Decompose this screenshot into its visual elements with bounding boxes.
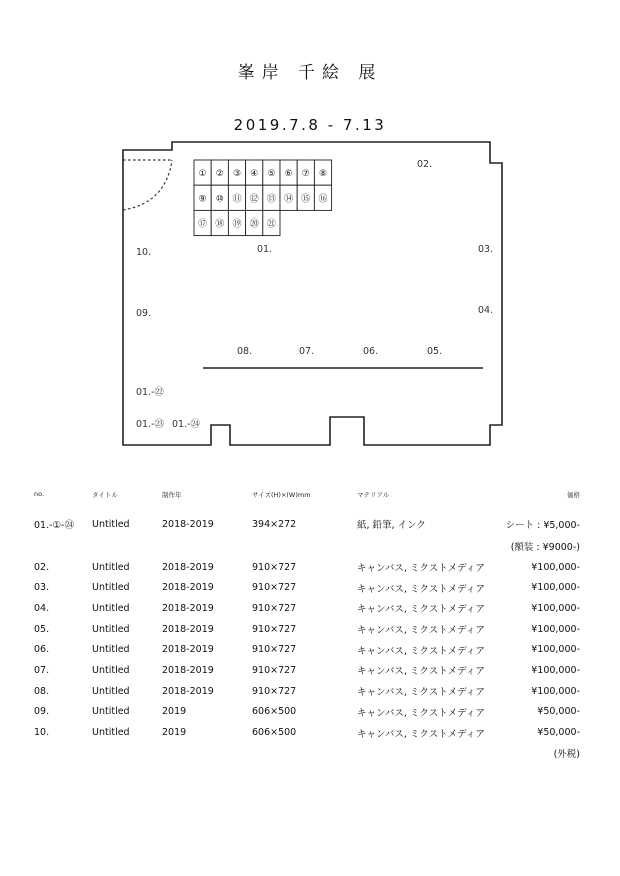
cell-size: 394×272 <box>252 518 297 530</box>
wall-label-07: 07. <box>299 346 315 357</box>
table-row <box>34 557 580 578</box>
cell-material: キャンバス, ミクストメディア <box>357 583 485 595</box>
wall-label-08: 08. <box>237 346 253 357</box>
cell-title: Untitled <box>92 644 130 656</box>
cell-title: Untitled <box>92 685 130 697</box>
framed-work-number: ⑪ <box>232 194 242 205</box>
framed-work-number: ⑦ <box>301 169 310 180</box>
cell-no: 02. <box>34 561 50 573</box>
cell-no: 01.-①-㉔ <box>34 520 74 531</box>
table-row <box>34 660 580 681</box>
exhibition-dates: 2019.7.8 - 7.13 <box>233 116 387 134</box>
cell-price: ¥100,000- <box>531 561 580 573</box>
framed-work-number: ⑯ <box>318 194 328 205</box>
cell-no <box>34 743 92 764</box>
wall-label-04: 04. <box>478 305 494 316</box>
table-row <box>34 702 580 723</box>
framed-work-number: ⑩ <box>215 194 224 205</box>
wall-label-03: 03. <box>478 244 494 255</box>
cell-title: Untitled <box>92 623 130 635</box>
exhibition-title: 峯岸 千絵 展 <box>237 63 383 83</box>
cell-size <box>252 536 357 557</box>
wall-label-01: 01. <box>257 244 273 255</box>
cell-size: 606×500 <box>252 706 297 718</box>
framed-work-number: ② <box>215 169 224 180</box>
cell-size <box>252 743 357 764</box>
door-swing <box>123 160 172 210</box>
cell-material: キャンバス, ミクストメディア <box>357 604 485 616</box>
framed-work-number: ⑳ <box>249 219 259 230</box>
cell-title: Untitled <box>92 602 130 614</box>
cell-price: ¥50,000- <box>537 706 580 718</box>
cell-size: 910×727 <box>252 685 297 697</box>
cell-price: ¥100,000- <box>531 664 580 676</box>
cell-material: 紙, 鉛筆, インク <box>357 520 426 531</box>
cell-no: 10. <box>34 727 50 739</box>
cell-no: 06. <box>34 644 50 656</box>
cell-material: キャンバス, ミクストメディア <box>357 563 485 575</box>
cell-material: キャンバス, ミクストメディア <box>357 666 485 678</box>
cell-size: 910×727 <box>252 582 297 594</box>
framed-work-number: ④ <box>250 169 259 180</box>
cell-title: Untitled <box>92 582 130 594</box>
table-row <box>34 598 580 619</box>
cell-material: キャンバス, ミクストメディア <box>357 728 485 740</box>
cell-size: 910×727 <box>252 664 297 676</box>
table-row <box>34 722 580 743</box>
cell-year: 2018-2019 <box>162 582 214 594</box>
cell-title <box>92 743 162 764</box>
wall-label-22: 01.-㉒ <box>136 387 165 398</box>
cell-material: キャンバス, ミクストメディア <box>357 687 485 699</box>
cell-material: キャンバス, ミクストメディア <box>357 707 485 719</box>
framed-work-number: ⑭ <box>284 194 294 205</box>
framed-work-number: ⑲ <box>232 219 242 230</box>
cell-no: 08. <box>34 685 50 697</box>
cell-title: Untitled <box>92 518 130 530</box>
cell-no <box>34 536 92 557</box>
header-no: no. <box>34 490 45 498</box>
table-row <box>34 681 580 702</box>
framed-work-number: ⑥ <box>284 169 293 180</box>
header-title: タイトル <box>92 491 118 499</box>
cell-no: 07. <box>34 664 50 676</box>
cell-year: 2018-2019 <box>162 664 214 676</box>
cell-no: 04. <box>34 602 50 614</box>
cell-year: 2018-2019 <box>162 623 214 635</box>
cell-material: キャンバス, ミクストメディア <box>357 645 485 657</box>
cell-size: 910×727 <box>252 561 297 573</box>
table-row <box>34 743 580 764</box>
framed-work-number: ⑱ <box>215 219 225 230</box>
cell-price: ¥100,000- <box>531 623 580 635</box>
cell-price: ¥100,000- <box>531 685 580 697</box>
framed-work-number: ⑧ <box>318 169 328 180</box>
cell-title: Untitled <box>92 727 130 739</box>
wall-label-09: 09. <box>136 308 152 319</box>
header-price: 価格 <box>567 491 580 499</box>
framed-work-number: ⑮ <box>301 194 311 205</box>
cell-material <box>357 743 485 764</box>
cell-price: ¥50,000- <box>537 727 580 739</box>
cell-price: (外税) <box>553 749 580 761</box>
cell-size: 910×727 <box>252 602 297 614</box>
cell-size: 910×727 <box>252 623 297 635</box>
cell-year: 2019 <box>162 727 187 739</box>
cell-title: Untitled <box>92 706 130 718</box>
wall-label-23: 01.-㉓ <box>136 419 165 430</box>
table-row <box>34 536 580 557</box>
cell-title: Untitled <box>92 561 130 573</box>
framed-work-number: ⑤ <box>267 169 276 180</box>
cell-no: 05. <box>34 623 50 635</box>
cell-size: 606×500 <box>252 727 297 739</box>
cell-year <box>162 743 252 764</box>
table-row <box>34 512 580 536</box>
cell-year: 2018-2019 <box>162 518 214 530</box>
table-row <box>34 619 580 640</box>
cell-year: 2018-2019 <box>162 685 214 697</box>
cell-no: 09. <box>34 706 50 718</box>
wall-label-10: 10. <box>136 247 152 258</box>
framed-works-grid <box>194 160 332 236</box>
framed-work-number: ⑰ <box>198 219 208 230</box>
framed-work-number: ⑫ <box>249 194 259 205</box>
header-size: サイズ(H)×(W)mm <box>252 491 311 499</box>
cell-year: 2018-2019 <box>162 561 214 573</box>
cell-price: (額装 : ¥9000-) <box>510 542 580 554</box>
framed-work-number: ⑨ <box>198 194 207 205</box>
cell-price: ¥100,000- <box>531 582 580 594</box>
cell-material: キャンバス, ミクストメディア <box>357 625 485 637</box>
cell-title: Untitled <box>92 664 130 676</box>
wall-label-02: 02. <box>417 159 433 170</box>
header-row <box>34 490 580 512</box>
wall-label-24: 01.-㉔ <box>172 419 201 430</box>
cell-year <box>162 536 252 557</box>
cell-year: 2019 <box>162 706 187 718</box>
cell-year: 2018-2019 <box>162 602 214 614</box>
framed-work-number: ① <box>198 169 207 180</box>
cell-price: シート : ¥5,000- <box>505 520 580 531</box>
wall-label-05: 05. <box>427 346 443 357</box>
framed-work-number: ③ <box>232 169 242 180</box>
wall-label-06: 06. <box>363 346 379 357</box>
table-row <box>34 577 580 598</box>
cell-price: ¥100,000- <box>531 644 580 656</box>
cell-size: 910×727 <box>252 644 297 656</box>
cell-price: ¥100,000- <box>531 602 580 614</box>
cell-material <box>357 536 485 557</box>
cell-no: 03. <box>34 582 50 594</box>
table-row <box>34 639 580 660</box>
cell-year: 2018-2019 <box>162 644 214 656</box>
header-material: マテリアル <box>357 491 390 499</box>
framed-work-number: ⑬ <box>266 194 276 205</box>
cell-title <box>92 536 162 557</box>
framed-work-number: ㉑ <box>266 219 276 230</box>
works-list <box>34 490 580 764</box>
header-year: 制作年 <box>162 491 182 499</box>
